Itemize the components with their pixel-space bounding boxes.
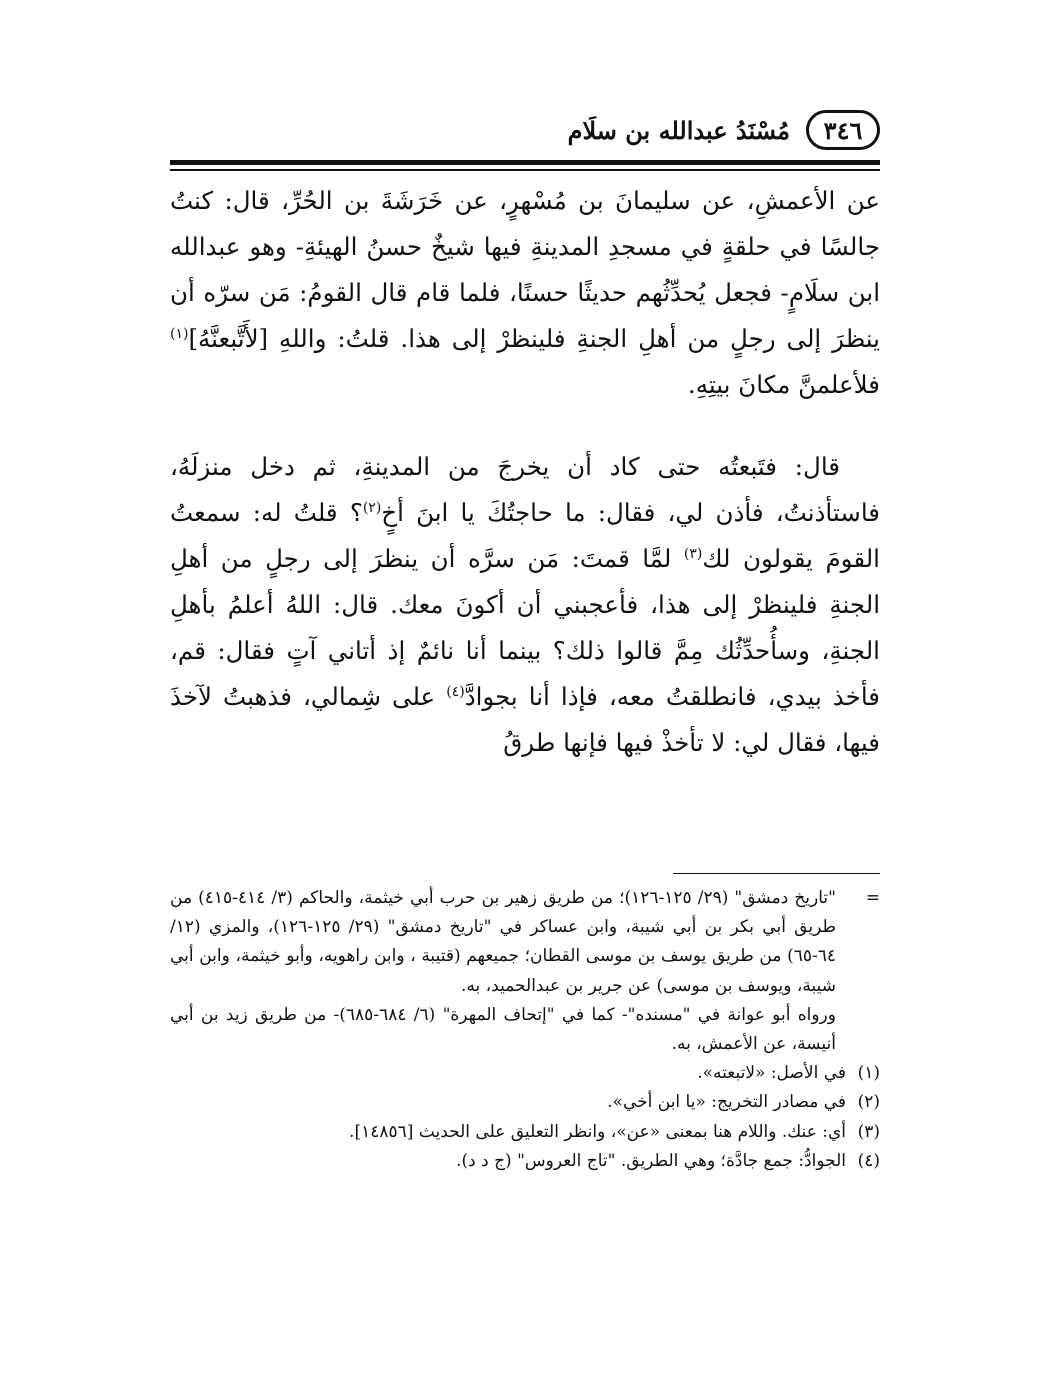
footnote-text: في الأصل: «لاتبعته».	[697, 1063, 846, 1084]
paragraph-2-part-1: قال: فتَبعتُه حتى كاد أن يخرجَ من المدينةِ، ثم دخل منزلَهُ، فاستأذنتُ، فأذن لي، فقال: ما حاجتُكَ يا ابنَ أخٍ	[170, 452, 880, 527]
page-number: ٣٤٦	[806, 110, 880, 150]
footnote-text: الجوادُّ: جمع جادَّة؛ وهي الطريق. "تاج العروس" (ج د د).	[456, 1150, 846, 1171]
paragraph-1	[170, 178, 880, 408]
paragraph-2-part-4: على شِمالي، فذهبتُ لآخذَ فيها، فقال لي: لا تأخذْ فيها فإنها طرقُ	[170, 682, 880, 757]
footnotes	[170, 884, 880, 1176]
paragraph-2-part-3: لمَّا قمتَ: مَن سرَّه أن ينظرَ إلى رجلٍ من أهلِ الجنةِ فلينظرْ إلى هذا، فأعجبني أن أكونَ معك. قال: اللهُ أعلمُ بأهلِ الجنةِ، وسأُحدِّثُك مِمَّ قالوا ذلك؟ بينما أنا نائمٌ إذ أتاني آتٍ فقال: قم، فأخذ بيدي، فانطلقتُ معه، فإذا أنا بجوادَّ	[170, 544, 880, 711]
continuation-paragraph-2: ورواه أبو عوانة في "مسنده"- كما في "إتحاف المهرة" (٦/ ٦٨٤-٦٨٥)- من طريق زيد بن أبي أنيسة، عن الأعمش، به.	[170, 1004, 836, 1055]
footnote-text: في مصادر التخريج: «يا ابن أخي».	[607, 1092, 846, 1113]
footnote-3	[170, 1118, 880, 1147]
footnote-text: أي: عنك. واللام هنا بمعنى «عن»، وانظر التعليق على الحديث [١٤٨٥٦].	[349, 1121, 846, 1142]
header-rule-thick	[170, 160, 880, 165]
running-title: مُسْنَدُ عبدالله بن سلَام	[567, 115, 790, 145]
footnote-separator	[673, 873, 880, 874]
footnote-2	[170, 1088, 880, 1117]
footnote-number: (٢)	[857, 1092, 880, 1113]
footnote-ref-3[interactable]: (٣)	[683, 545, 703, 562]
continuation-marker: =	[865, 888, 880, 908]
paragraph-1-end: فلأعلمنَّ مكانَ بيتِهِ.	[687, 370, 880, 399]
footnote-continuation	[170, 884, 880, 1059]
footnote-number: (٤)	[857, 1150, 880, 1171]
footnote-ref-1[interactable]: (١)	[170, 325, 189, 342]
page-header	[170, 105, 880, 155]
footnote-ref-2[interactable]: (٢)	[362, 499, 382, 516]
footnote-number: (١)	[857, 1063, 880, 1084]
footnote-number: (٣)	[857, 1121, 880, 1142]
footnote-ref-4[interactable]: (٤)	[446, 683, 465, 700]
paragraph-2	[170, 444, 880, 766]
paragraph-2-part-2: ؟ قلتُ له: سمعتُ القومَ يقولون لك	[170, 498, 880, 573]
header-rule-thin	[170, 169, 880, 171]
footnote-4	[170, 1147, 880, 1176]
footnote-1	[170, 1059, 880, 1088]
paragraph-1-text: عن الأعمشِ، عن سليمانَ بن مُسْهرٍ، عن خَرَشَةَ بن الحُرِّ، قال: كنتُ جالسًا في حلقةٍ في مسجدِ المدينةِ فيها شيخٌ حسنُ الهيئةِ- وهو عبدالله ابن سلَامٍ- فجعل يُحدِّثُهم حديثًا حسنًا، فلما قام قال القومُ: مَن سرّه أن ينظرَ إلى رجلٍ من أهلِ الجنةِ فلينظرْ إلى هذا. قلتُ: واللهِ [لأَتَّبعنَّهُ]	[170, 186, 880, 353]
continuation-paragraph-1: "تاريخ دمشق" (٢٩/ ١٢٥-١٢٦)؛ من طريق زهير بن حرب أبي خيثمة، والحاكم (٣/ ٤١٤-٤١٥) من طريق أبي بكر بن أبي شيبة، وابن عساكر في "تاريخ دمشق" (٢٩/ ١٢٥-١٢٦)، والمزي (١٢/ ٦٤-٦٥) من طريق يوسف بن موسى القطان؛ جميعهم (قتيبة ، وابن راهويه، وأبو خيثمة، وابن أبي شيبة، ويوسف بن موسى) عن جرير بن عبدالحميد، به.	[170, 888, 837, 996]
main-text	[170, 178, 880, 766]
